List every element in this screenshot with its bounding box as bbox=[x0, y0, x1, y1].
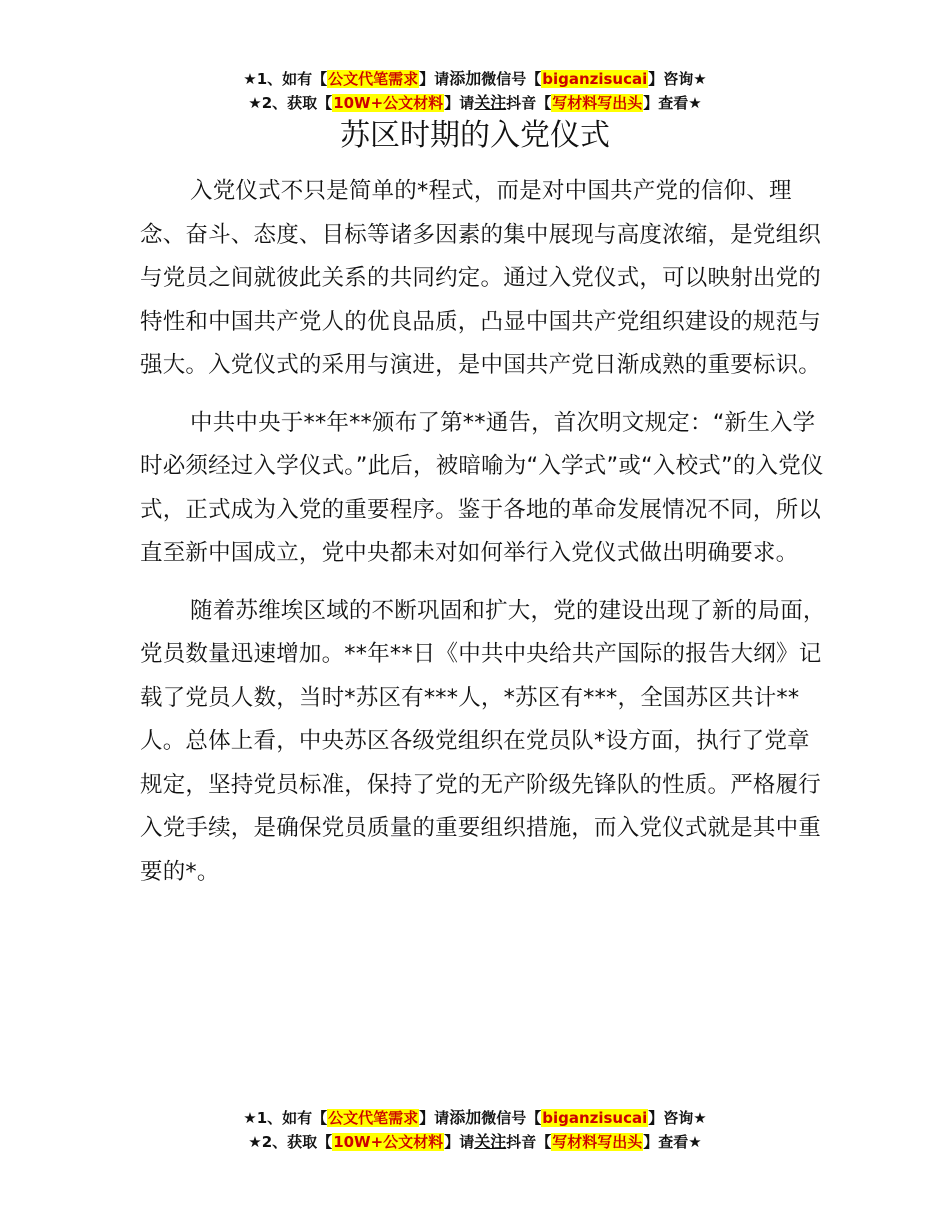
banner-text: ★1、如有【 bbox=[243, 1109, 328, 1127]
banner-emphasis: 添加 bbox=[449, 1108, 482, 1127]
banner-text: 】请 bbox=[419, 1109, 450, 1127]
banner-text: 抖音【 bbox=[506, 1133, 552, 1151]
body-paragraph: 随着苏维埃区域的不断巩固和扩大，党的建设出现了新的局面，党员数量迅速增加。**年**日《中共中央给共产国际的报告大纲》记载了党员人数，当时*苏区有***人，*苏区有***，全国苏区共计**人。总体上看，中央苏区各级党组织在党员队*设方面，执行了党章规定，坚持党员标准，保持了党的无产阶级先锋队的性质。严格履行入党手续，是确保党员质量的重要组织措施，而入党仪式就是其中重要的*。 bbox=[140, 597, 826, 885]
banner-line-1 bbox=[0, 1106, 950, 1130]
banner-highlight-materials: 10W+公文材料 bbox=[333, 94, 444, 112]
banner-text: 】咨询★ bbox=[648, 70, 707, 88]
banner-text: ★2、获取【 bbox=[248, 94, 333, 112]
banner-text: 】咨询★ bbox=[648, 1109, 707, 1127]
body-paragraph: 入党仪式不只是简单的*程式，而是对中国共产党的信仰、理念、奋斗、态度、目标等诸多因素的集中展现与高度浓缩，是党组织与党员之间就彼此关系的共同约定。通过入党仪式，可以映射出党的特性和中国共产党人的优良品质，凸显中国共产党组织建设的规范与强大。入党仪式的采用与演进，是中国共产党日渐成熟的重要标识。 bbox=[140, 178, 822, 378]
banner-highlight-wechat-id: biganzisucai bbox=[542, 70, 648, 88]
banner-text: 】请 bbox=[419, 70, 450, 88]
banner-highlight-douyin-account: 写材料写出头 bbox=[552, 94, 643, 112]
banner-highlight-materials: 10W+公文材料 bbox=[333, 1133, 444, 1151]
banner-line-2 bbox=[0, 91, 950, 115]
banner-text: ★2、获取【 bbox=[248, 1133, 333, 1151]
banner-highlight-wechat-id: biganzisucai bbox=[542, 1109, 648, 1127]
banner-text: 】查看★ bbox=[643, 1133, 702, 1151]
banner-text: ★1、如有【 bbox=[243, 70, 328, 88]
banner-text: 抖音【 bbox=[506, 94, 552, 112]
document-body bbox=[140, 170, 830, 908]
banner-emphasis: 关注 bbox=[474, 1132, 507, 1151]
banner-highlight-writing-service: 公文代笔需求 bbox=[328, 70, 419, 88]
banner-text: 微信号【 bbox=[481, 70, 542, 88]
body-paragraph: 中共中央于**年**颁布了第**通告，首次明文规定：“新生入学时必须经过入学仪式。”此后，被暗喻为“入学式”或“入校式”的入党仪式，正式成为入党的重要程序。鉴于各地的革命发展情况不同，所以直至新中国成立，党中央都未对如何举行入党仪式做出明确要求。 bbox=[140, 409, 824, 566]
document-title: 苏区时期的入党仪式 bbox=[340, 118, 610, 153]
footer-banner bbox=[0, 1106, 950, 1154]
banner-emphasis: 关注 bbox=[474, 93, 507, 112]
banner-highlight-douyin-account: 写材料写出头 bbox=[552, 1133, 643, 1151]
banner-text: 】请 bbox=[444, 1133, 475, 1151]
banner-text: 微信号【 bbox=[481, 1109, 542, 1127]
banner-text: 】请 bbox=[444, 94, 475, 112]
banner-highlight-writing-service: 公文代笔需求 bbox=[328, 1109, 419, 1127]
banner-emphasis: 添加 bbox=[449, 69, 482, 88]
banner-line-2 bbox=[0, 1130, 950, 1154]
header-banner bbox=[0, 67, 950, 115]
banner-line-1 bbox=[0, 67, 950, 91]
banner-text: 】查看★ bbox=[643, 94, 702, 112]
